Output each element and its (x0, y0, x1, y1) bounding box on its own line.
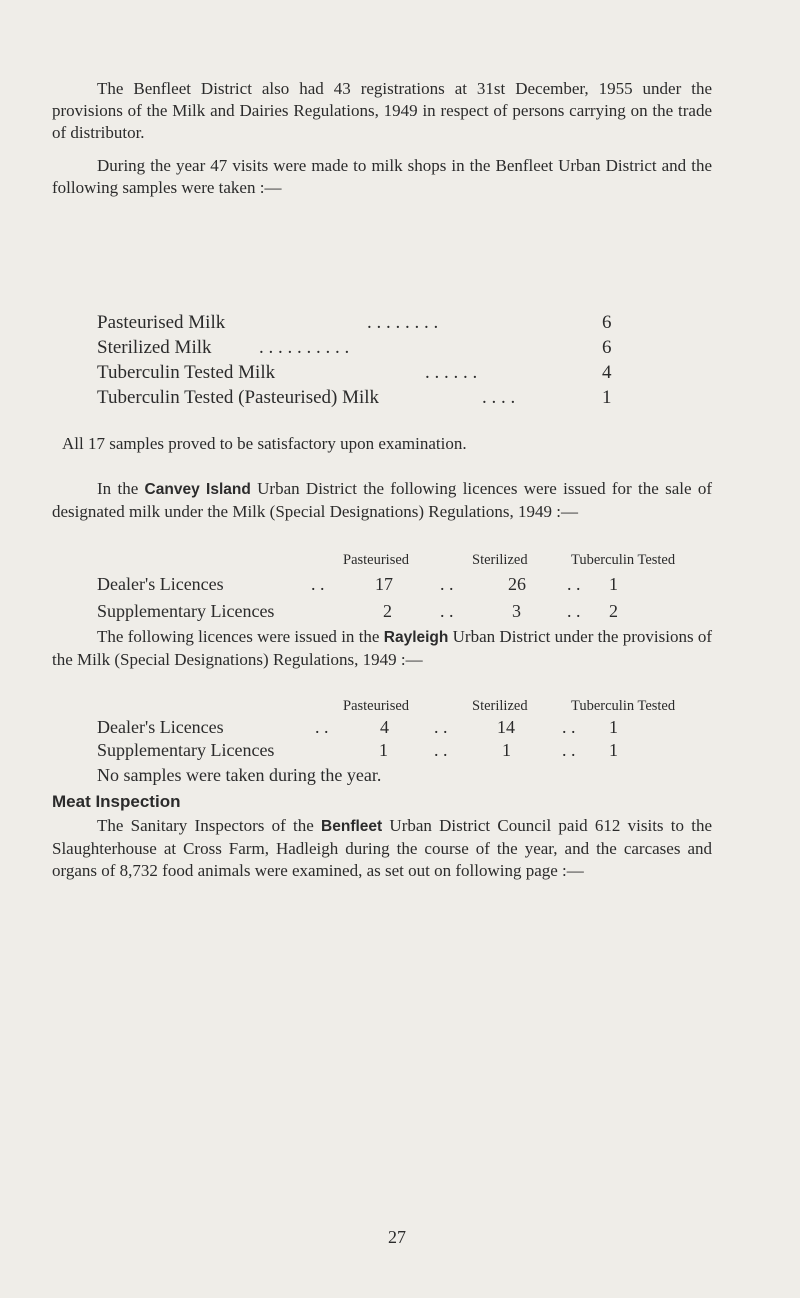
sample-label: Sterilized Milk (97, 337, 212, 358)
leader-dots: . . (567, 601, 581, 621)
paragraph-no-samples: No samples were taken during the year. (97, 765, 382, 785)
cell-value: 1 (609, 740, 618, 760)
paragraph-canvey (52, 478, 712, 523)
samples-list (97, 312, 617, 412)
sample-row (97, 312, 617, 337)
leader-dots: . . . . . . (425, 362, 478, 383)
leader-dots: . . (562, 717, 576, 737)
leader-dots: . . (440, 574, 454, 594)
cell-value: 4 (380, 717, 389, 737)
column-header: Tuberculin Tested (571, 552, 676, 568)
text-run: Urban District Council paid 612 visits to the Slaughterhouse at Cross Farm, Hadleigh during the course of the year, and the carcases and organs of 8,732 food animals were examined, as set out on following page :— (52, 816, 712, 880)
district-name: Canvey Island (144, 481, 251, 498)
paragraph-meat-inspection (52, 815, 712, 882)
sample-row (97, 337, 617, 362)
leader-dots: . . (440, 601, 454, 621)
sample-value: 6 (602, 312, 612, 333)
row-label: Supplementary Licences (97, 740, 275, 760)
cell-value: 1 (609, 574, 618, 594)
leader-dots: . . . . . . . . . . (259, 337, 350, 358)
leader-dots: . . (562, 740, 576, 760)
leader-dots: . . (315, 717, 329, 737)
sample-label: Tuberculin Tested (Pasteurised) Milk (97, 387, 380, 408)
text-run: In the (97, 479, 145, 498)
cell-value: 1 (502, 740, 511, 760)
cell-value: 26 (508, 574, 526, 594)
sample-value: 1 (602, 387, 612, 408)
text-run: The Sanitary Inspectors of the (97, 816, 322, 835)
cell-value: 1 (379, 740, 388, 760)
column-header: Tuberculin Tested (571, 698, 676, 714)
row-label: Dealer's Licences (97, 574, 224, 594)
section-heading: Meat Inspection (52, 792, 181, 811)
cell-value: 3 (512, 601, 521, 621)
table-row (97, 740, 717, 764)
leader-dots: . . (434, 717, 448, 737)
row-label: Supplementary Licences (97, 601, 275, 621)
district-name: Benfleet (321, 818, 383, 835)
district-name: Rayleigh (383, 629, 449, 646)
table-row (97, 717, 717, 741)
cell-value: 2 (609, 601, 618, 621)
table-row (97, 574, 717, 598)
cell-value: 2 (383, 601, 392, 621)
sample-row (97, 387, 617, 412)
column-header: Pasteurised (343, 698, 410, 714)
paragraph-satisfactory: All 17 samples proved to be satisfactory upon examination. (62, 434, 467, 453)
sample-value: 6 (602, 337, 612, 358)
text-run: Urban District the following licences were issued for the sale of designated milk under the Milk (Special Designations) Regulations, 1949 :— (52, 479, 712, 521)
column-header: Sterilized (472, 552, 528, 568)
cell-value: 17 (375, 574, 393, 594)
row-label: Dealer's Licences (97, 717, 224, 737)
cell-value: 14 (497, 717, 515, 737)
leader-dots: . . . . . . . . (367, 312, 439, 333)
sample-label: Tuberculin Tested Milk (97, 362, 276, 383)
table-row (97, 601, 717, 625)
cell-value: 1 (609, 717, 618, 737)
column-header: Pasteurised (343, 552, 410, 568)
sample-label: Pasteurised Milk (97, 312, 226, 333)
page-number: 27 (388, 1227, 406, 1247)
text-run: Urban District under the provisions of the Milk (Special Designations) Regulations, 1949 :— (52, 627, 712, 669)
leader-dots: . . (311, 574, 325, 594)
paragraph-visits: During the year 47 visits were made to milk shops in the Benfleet Urban District and the following samples were taken :— (52, 156, 712, 197)
leader-dots: . . (434, 740, 448, 760)
leader-dots: . . (567, 574, 581, 594)
sample-row (97, 362, 617, 387)
sample-value: 4 (602, 362, 612, 383)
paragraph-rayleigh (52, 626, 712, 671)
text-run: The following licences were issued in the (97, 627, 384, 646)
column-header: Sterilized (472, 698, 528, 714)
paragraph-registrations: The Benfleet District also had 43 registrations at 31st December, 1955 under the provisions of the Milk and Dairies Regulations, 1949 in respect of persons carrying on the trade of distributor. (52, 79, 712, 142)
leader-dots: . . . . (482, 387, 516, 408)
